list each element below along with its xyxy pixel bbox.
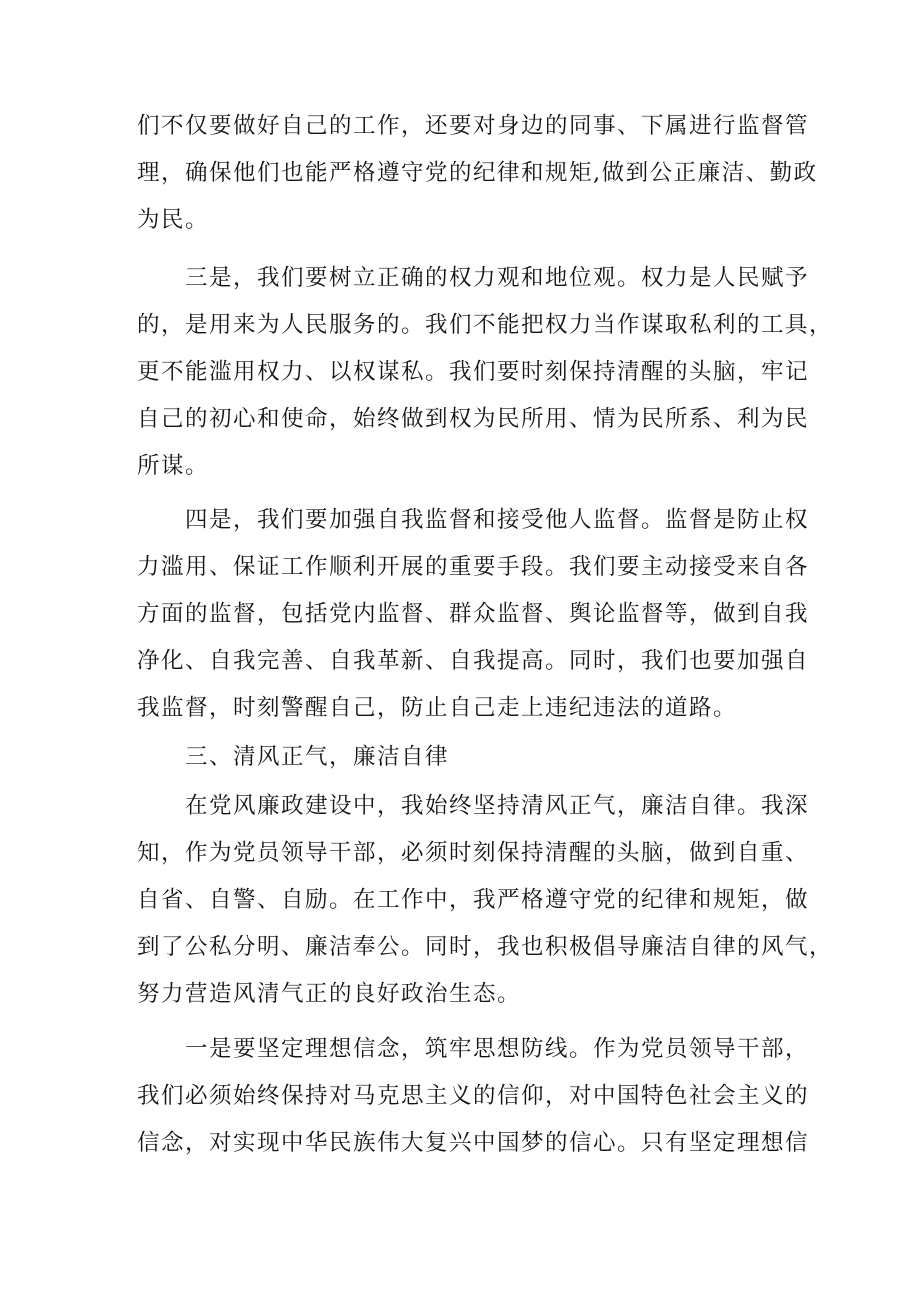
section-heading: 三、清风正气，廉洁自律 [185,744,450,770]
text-line: 我监督，时刻警醒自己，防止自己走上违纪违法的道路。 [137,695,738,721]
text-line: 的，是用来为人民服务的。我们不能把权力当作谋取私利的工具， [137,312,834,338]
text-line: 到了公私分明、廉洁奉公。同时，我也积极倡导廉洁自律的风气， [137,934,834,960]
text-line: 自己的初心和使命，始终做到权为民所用、情为民所系、利为民 [137,406,810,432]
text-line: 们不仅要做好自己的工作，还要对身边的同事、下属进行监督管 [137,113,810,139]
text-line: 为民。 [137,207,210,233]
text-line: 在党风廉政建设中，我始终坚持清风正气，廉洁自律。我深 [185,793,810,819]
text-line: 信念，对实现中华民族伟大复兴中国梦的信心。只有坚定理想信 [137,1130,810,1156]
text-line: 所谋。 [137,453,210,479]
text-line: 我们必须始终保持对马克思主义的信仰，对中国特色社会主义的 [137,1083,810,1109]
text-line: 自省、自警、自励。在工作中，我严格遵守党的纪律和规矩，做 [137,887,810,913]
text-line: 三是，我们要树立正确的权力观和地位观。权力是人民赋予 [185,265,810,291]
text-line: 更不能滥用权力、以权谋私。我们要时刻保持清醒的头脑，牢记 [137,359,810,385]
text-line: 努力营造风清气正的良好政治生态。 [137,981,522,1007]
text-line: 理，确保他们也能严格遵守党的纪律和规矩,做到公正廉洁、勤政 [137,160,818,186]
text-line: 力滥用、保证工作顺利开展的重要手段。我们要主动接受来自各 [137,554,810,580]
text-line: 四是，我们要加强自我监督和接受他人监督。监督是防止权 [185,507,810,533]
text-line: 知，作为党员领导干部，必须时刻保持清醒的头脑，做到自重、 [137,840,810,866]
text-line: 一是要坚定理想信念，筑牢思想防线。作为党员领导干部， [185,1036,810,1062]
text-line: 净化、自我完善、自我革新、自我提高。同时，我们也要加强自 [137,648,810,674]
text-line: 方面的监督，包括党内监督、群众监督、舆论监督等，做到自我 [137,601,810,627]
